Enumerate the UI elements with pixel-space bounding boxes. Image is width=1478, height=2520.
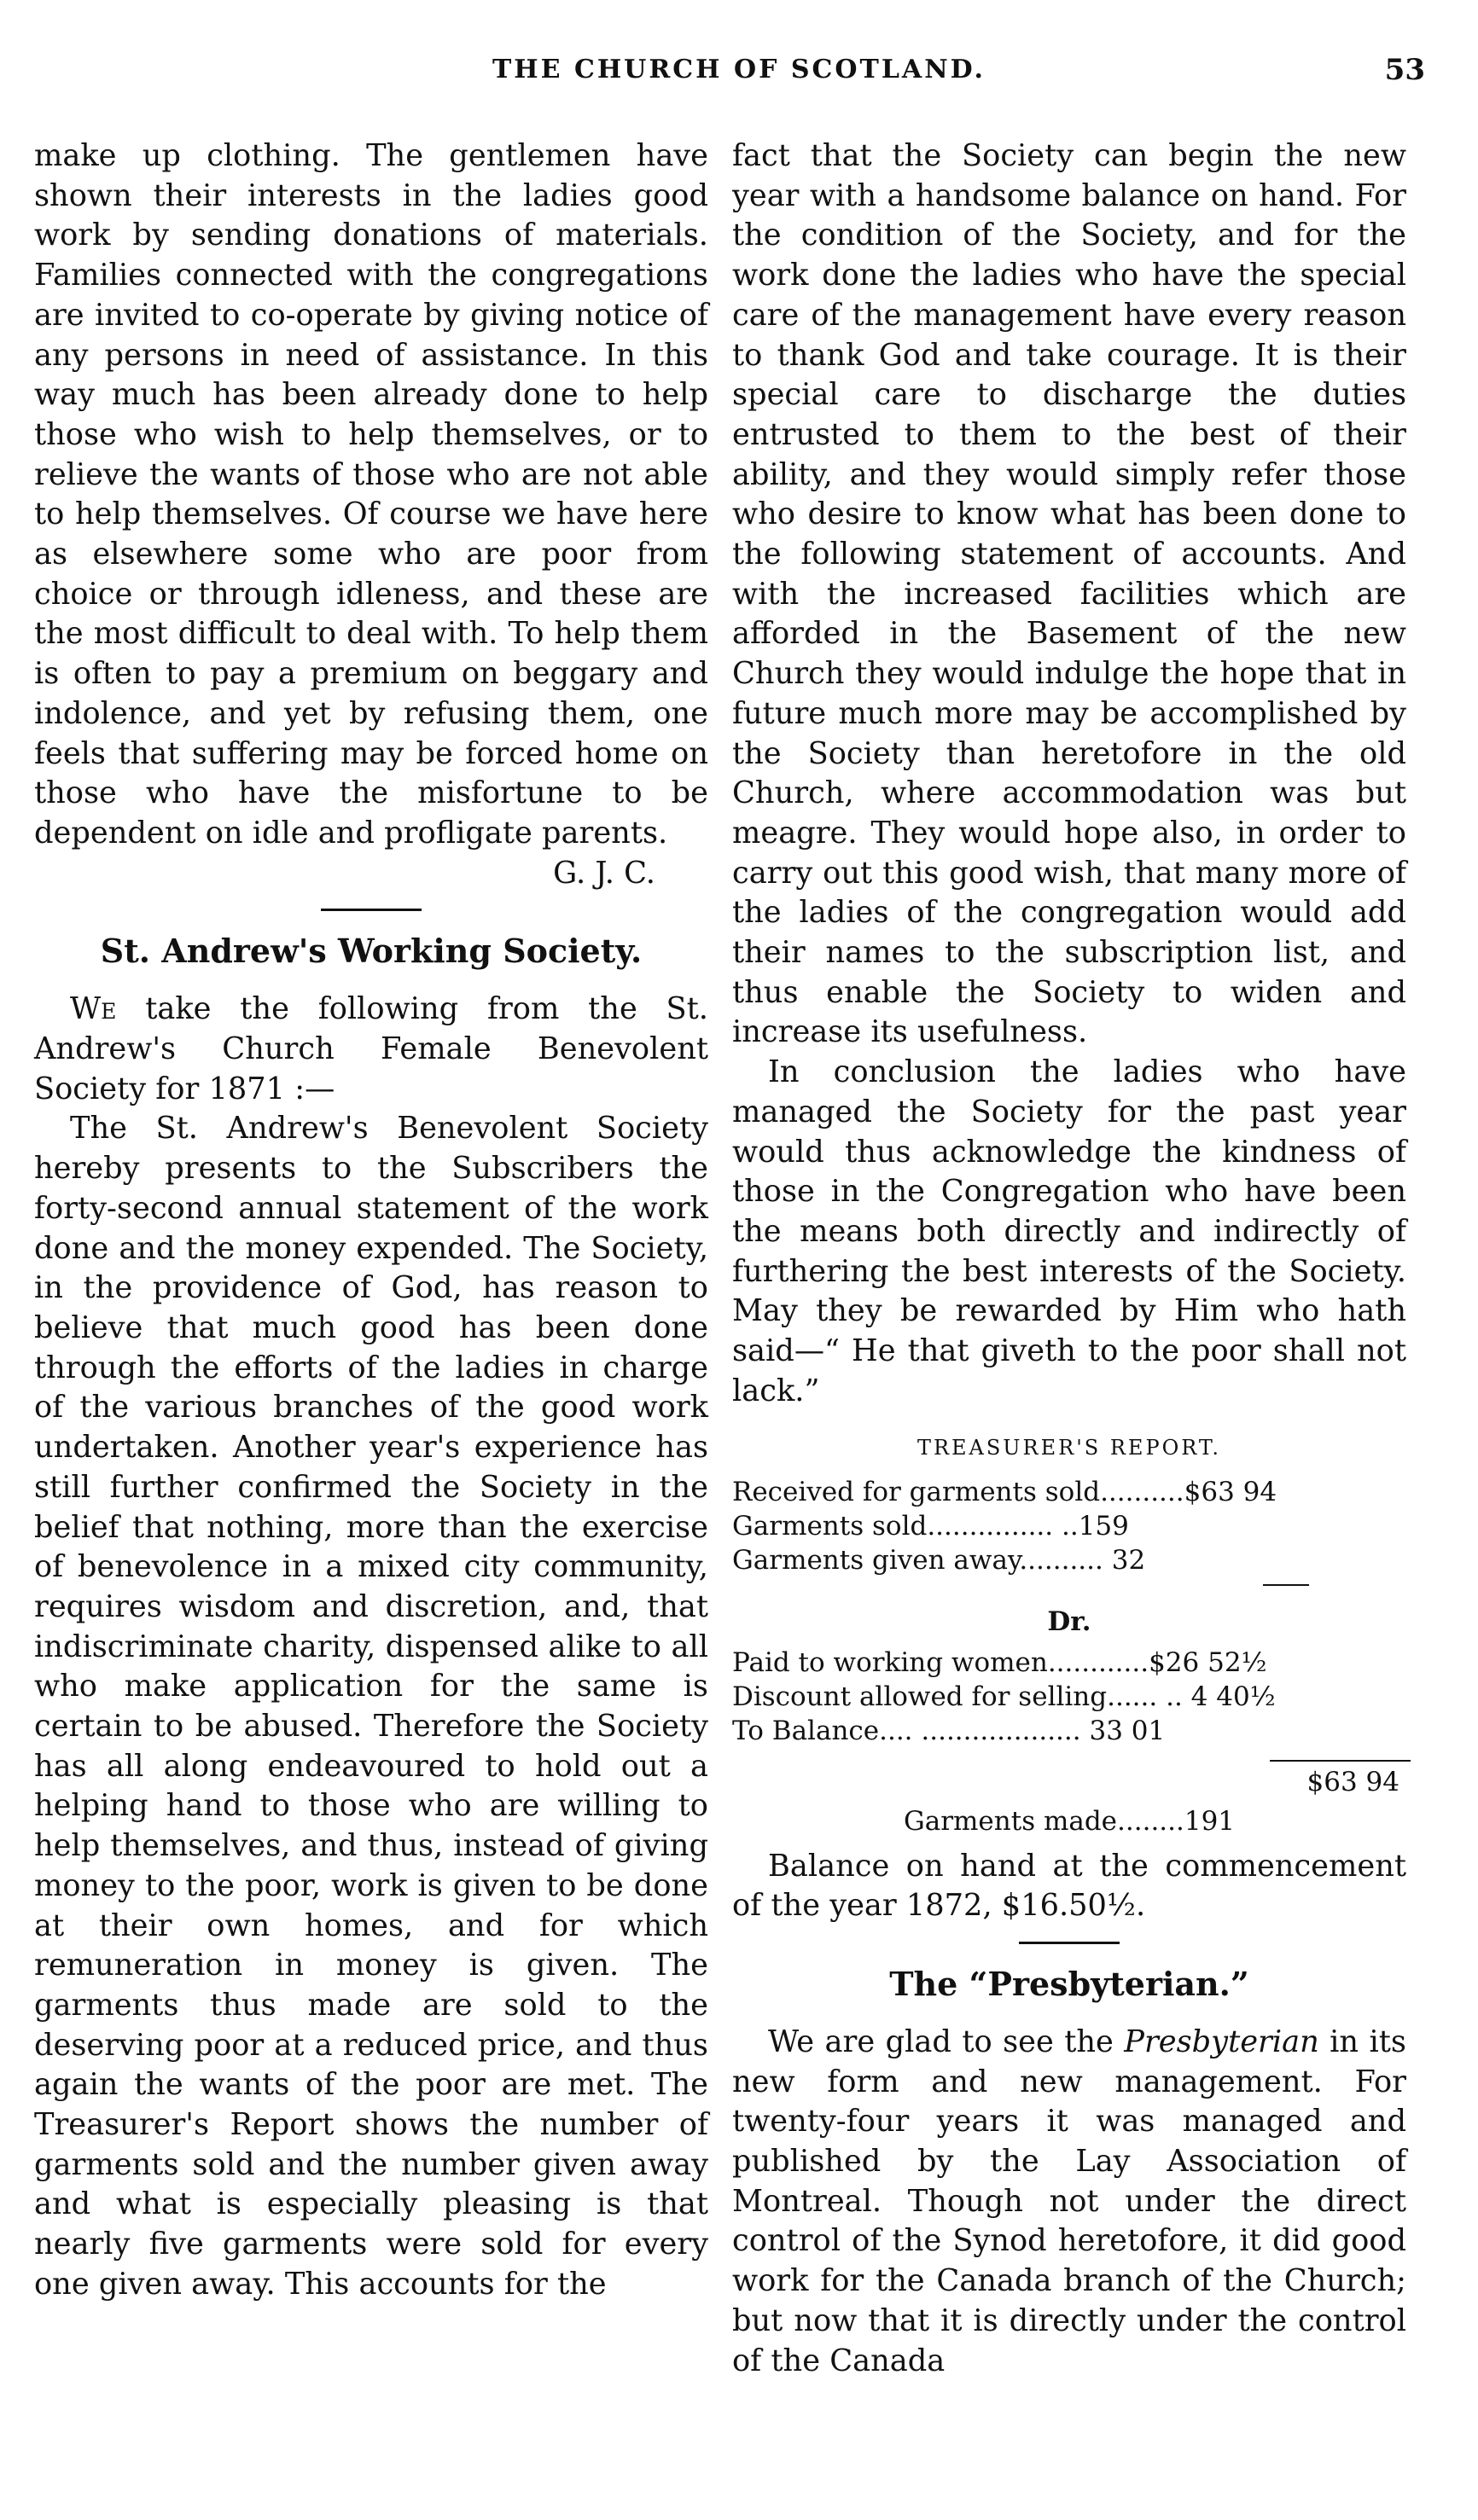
page-number: 53 [1384, 53, 1425, 87]
right-column [732, 136, 1406, 2381]
section-divider [1019, 1942, 1120, 1944]
report-rule [1270, 1760, 1411, 1762]
running-head [34, 53, 1444, 96]
paragraph: fact that the Society can begin the new year with a handsome balance on hand. For the condition of the Society, and for the work done the ladies who have the special care of the management have every reason to thank God and take courage. It is their special care to discharge the duties entrusted to them to the best of their ability, and they would simply refer those who desire to know what has been done to the following statement of accounts. And with the increased facilities which are afforded in the Basement of the new Church they would indulge the hope that in future much more may be accomplished by the Society than heretofore in the old Church, where accommodation was but meagre. They would hope also, in order to carry out this good wish, that many more of the ladies of the congregation would add their names to the subscription list, and thus enable the Society to widen and increase its usefulness. [732, 138, 1406, 1050]
report-rule [1263, 1584, 1309, 1586]
paragraph-text: in its new form and new management. For twenty-four years it was managed and published by the Lay Association of Montreal. Though not under the direct control of the Synod heretofore, it did good work for the Canada branch of the Church; but now that it is directly under the control of the Canada [732, 2024, 1406, 2378]
paragraph [732, 2023, 1406, 2381]
report-row: Received for garments sold..........$63 94 [732, 1476, 1277, 1507]
paragraph-text: We are glad to see the [768, 2024, 1125, 2059]
report-garments-made: Garments made........191 [903, 1805, 1236, 1837]
publication-title: Presbyterian [1124, 2024, 1319, 2059]
balance-paragraph: Balance on hand at the commencement of the year 1872, $16.50½. [732, 1848, 1406, 1924]
report-title: TREASURER'S REPORT. [916, 1435, 1222, 1460]
signature-line [34, 854, 708, 894]
report-dr-label: Dr. [1047, 1605, 1091, 1637]
paragraph: The St. Andrew's Benevolent Society hereby presents to the Subscribers the forty-second annual statement of the work done and the money expended. The Society, in the providence of God, has reason to believe that much good has been done through the efforts of the ladies in charge of the various branches of the good work undertaken. Another year's experience has still further confirmed the Society in the belief that nothing, more than the exercise of benevolence in a mixed city community, requires wisdom and discretion, and, that indiscriminate charity, dispensed alike to all who make application for the same is certain to be abused. Therefore the Society has all along endeavoured to hold out a helping hand to those who are willing to help themselves, and thus, instead of giving money to the poor, work is given to be done at their own homes, and for which remuneration in money is given. The garments thus made are sold to the deserving poor at a reduced price, and thus again the wants of the poor are met. The Treasurer's Report shows the number of garments sold and the number given away and what is especially pleasing is that nearly five garments were sold for every one given away. This accounts for the [34, 1111, 708, 2302]
lead-word: We [70, 991, 117, 1027]
paragraph: In conclusion the ladies who have managed the Society for the past year would thus acknowledge the kindness of those in the Congregation who have been the means both directly and indirectly of furthering the best interests of the Society. May they be rewarded by Him who hath said—“ He that giveth to the poor shall not lack.” [732, 1054, 1406, 1408]
paragraph-text: take the following from the St. Andrew's Church Female Benevolent Society for 1871 :— [34, 991, 708, 1106]
left-column [34, 136, 708, 2305]
report-row: To Balance.... ................... 33 01 [732, 1715, 1166, 1746]
report-row: Discount allowed for selling...... .. 4 40½ [732, 1681, 1276, 1712]
section-heading: St. Andrew's Working Society. [100, 932, 643, 971]
section-heading: The “Presbyterian.” [889, 1964, 1249, 2003]
intro-paragraph: make up clothing. The gentlemen have shown their interests in the ladies good work by sending donations of materials. Families connected with the congregations are invited to co-operate by giving notice of any persons in need of assistance. In this way much has been already done to help those who wish to help themselves, or to relieve the wants of those who are not able to help themselves. Of course we have here as elsewhere some who are poor from choice or through idleness, and these are the most difficult to deal with. To help them is often to pay a premium on beggary and indolence, and yet by refusing them, one feels that suffering may be forced home on those who have the misfortune to be dependent on idle and profligate parents. [34, 138, 708, 851]
running-title: THE CHURCH OF SCOTLAND. [492, 55, 986, 84]
report-row: Paid to working women............$26 52½ [732, 1646, 1267, 1678]
signature: G. J. C. [553, 855, 655, 891]
report-row: Garments given away.......... 32 [732, 1544, 1146, 1576]
paragraph [34, 990, 708, 1109]
report-row: Garments sold............... ..159 [732, 1510, 1129, 1542]
report-total: $63 94 [1306, 1766, 1399, 1797]
section-divider [321, 909, 422, 911]
treasurers-report [732, 1431, 1406, 1838]
